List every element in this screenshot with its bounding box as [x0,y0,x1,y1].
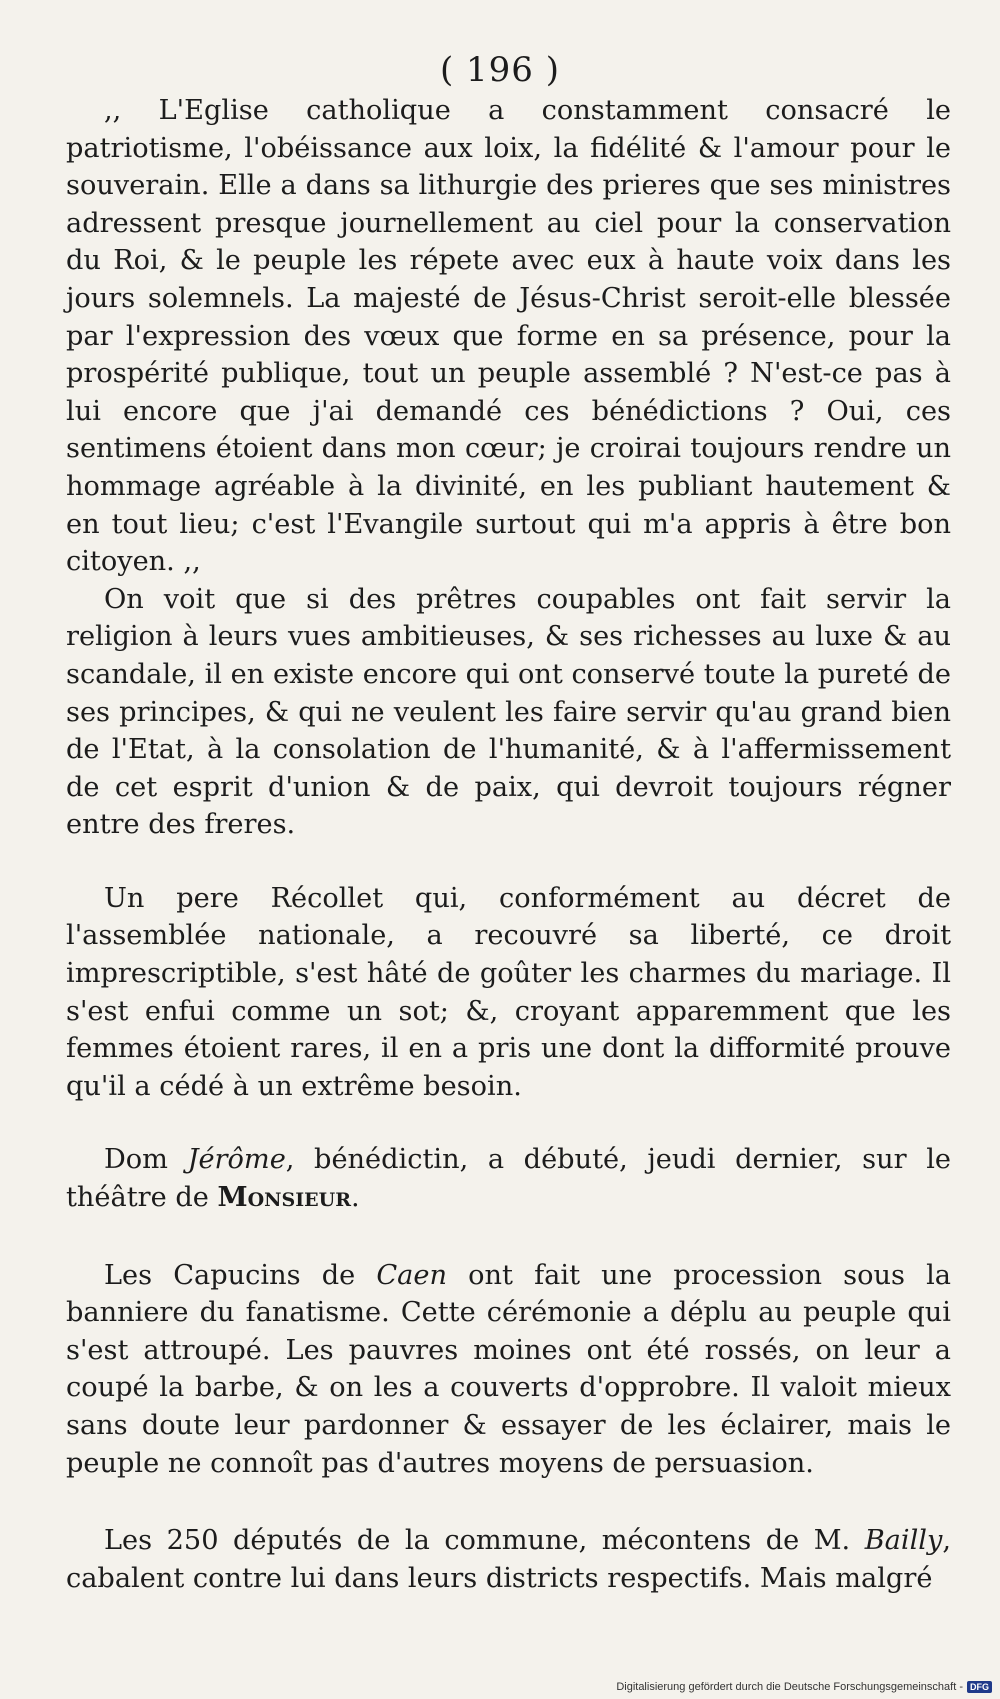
text-segment: Dom [104,1144,188,1176]
theatre-name: Monsieur [217,1181,351,1214]
dfg-logo-icon: DFG [967,1681,992,1693]
text-segment: Les 250 députés de la commune, mécontens de M. [104,1525,865,1557]
paragraph-capucins [66,1257,951,1483]
text-segment: Les Capucins de [104,1259,377,1291]
text-segment: , cabalent contre lui dans leurs districts respectifs. Mais malgré [66,1525,951,1594]
person-name: Bailly [864,1525,943,1557]
person-name: Jérôme [187,1144,286,1176]
page-number: ( 196 ) [439,50,561,90]
text-segment: , bénédictin, a débuté, jeudi dernier, sur le théâtre de [66,1144,951,1214]
article-body [66,92,951,1597]
place-name: Caen [376,1259,447,1291]
paragraph-dom-jerome [66,1141,951,1216]
paragraph-recollet: Un pere Récollet qui, conformément au décret de l'assemblée nationale, a recouvré sa liberté, ce droit imprescriptible, s'est hâté de goûter les charmes du mariage. Il s'est enfui comme un sot; &, croyant apparemment que les femmes étoient rares, il en a pris une dont la difformité prouve qu'il a cédé à un extrême besoin. [66,882,951,1102]
digitization-footer [616,1681,992,1693]
text-segment: . [351,1182,360,1214]
paragraph-commentary: On voit que si des prêtres coupables ont fait servir la religion à leurs vues ambitieuses, & ses richesses au luxe & au scandale, il en existe encore qui ont conservé toute la pureté de ses principes, & qui ne veulent les faire servir qu'au grand bien de l'Etat, à la consolation de l'humanité, & à l'affermissement de cet esprit d'union & de paix, qui devroit toujours régner entre des freres. [66,583,951,841]
text-segment: ont fait une procession sous la banniere du fanatisme. Cette cérémonie a déplu au peuple qui s'est attroupé. Les pauvres moines ont été rossés, on leur a coupé la barbe, & on les a couverts d'opprobre. Il valoit mieux sans doute leur pardonner & essayer de les éclairer, mais le peuple ne connoît pas d'autres moyens de persuasion. [66,1259,951,1479]
paragraph-deputes [66,1522,951,1597]
footer-text: Digitalisierung gefördert durch die Deutsche Forschungsgemeinschaft - [616,1681,963,1693]
paragraph-quote: ,, L'Eglise catholique a constamment consacré le patriotisme, l'obéissance aux loix, la fidélité & l'amour pour le souverain. Elle a dans sa lithurgie des prieres que ses ministres adressent presque journellement au ciel pour la conservation du Roi, & le peuple les répete avec eux à haute voix dans les jours solemnels. La majesté de Jésus-Christ seroit-elle blessée par l'expression des vœux que forme en sa présence, pour la prospérité publique, tout un peuple assemblé ? N'est-ce pas à lui encore que j'ai demandé ces bénédictions ? Oui, ces sentimens étoient dans mon cœur; je croirai toujours rendre un hommage agréable à la divinité, en les publiant hautement & en tout lieu; c'est l'Evangile surtout qui m'a appris à être bon citoyen. ,, [66,95,951,578]
